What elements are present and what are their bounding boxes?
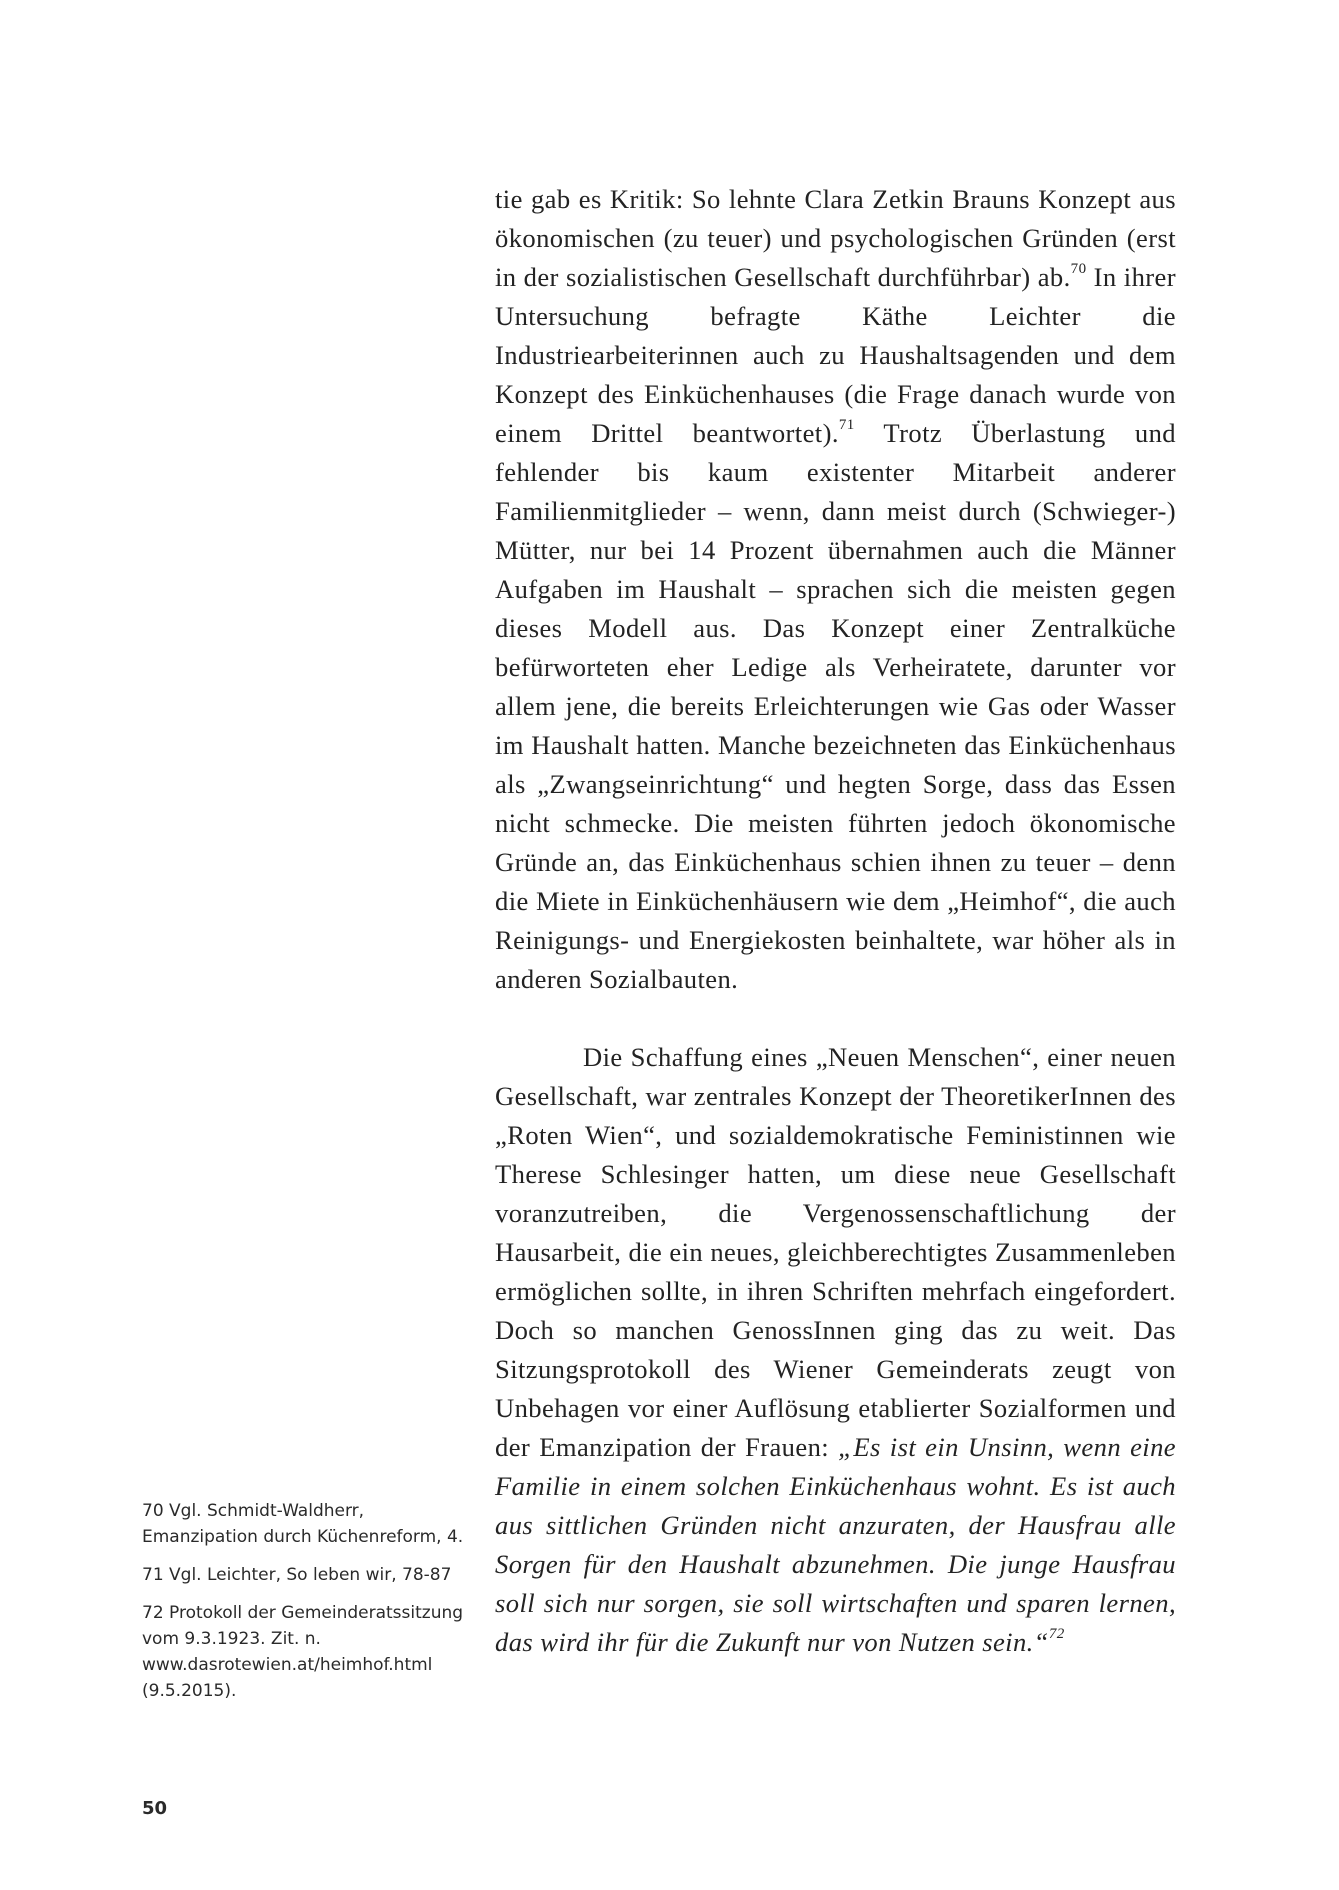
footnote-72: 72 Protokoll der Gemeinderatssitzung vom 9.3.1923. Zit. n. www.dasrotewien.at/heimhof.html (9.5.2015). [142, 1603, 464, 1701]
footnotes [142, 1498, 472, 1716]
body-paragraph-1 [495, 180, 1176, 999]
footnote-71: 71 Vgl. Leichter, So leben wir, 78-87 [142, 1565, 452, 1585]
footnote-70: 70 Vgl. Schmidt-Waldherr, Emanzipation durch Küchenreform, 4. [142, 1501, 464, 1547]
page-number: 50 [142, 1798, 168, 1819]
paragraph-2-text: Die Schaffung eines „Neuen Menschen“, einer neuen Gesellschaft, war zentrales Konzept der TheoretikerInnen des „Roten Wien“, und sozialdemokratische Feministinnen wie Therese Schlesinger hatten, um diese neue Gesellschaft voranzutreiben, die Vergenossenschaftlichung der Hausarbeit, die ein neues, gleichberechtigtes Zusammenleben ermöglichen sollte, in ihren Schriften mehrfach eingefordert. Doch so manchen GenossInnen ging das zu weit. Das Sitzungsprotokoll des Wiener Gemeinderats zeugt von Unbehagen vor einer Auflösung etablierter Sozialformen und der Emanzipation der Frauen: [495, 1042, 1176, 1462]
paragraph-1-text-a: tie gab es Kritik: So lehnte Clara Zetkin Brauns Konzept aus ökonomischen (zu teuer) und psychologischen Gründen (erst in der sozialistischen Gesellschaft durchführbar) ab. [495, 184, 1176, 292]
footnote-ref-71: 71 [838, 417, 855, 434]
main-text-column [495, 180, 1176, 1662]
paragraph-1-text-b: In ihrer Untersuchung befragte Käthe Leichter die Industriearbeiterinnen auch zu Haushaltsagenden und dem Konzept des Einküchenhauses (die Frage danach wurde von einem Drittel beantwortet). [495, 262, 1176, 448]
body-paragraph-2 [495, 1038, 1176, 1662]
footnote-ref-70: 70 [1070, 261, 1087, 278]
paragraph-1-text-c: Trotz Überlastung und fehlender bis kaum existenter Mitarbeit anderer Familienmitglieder – wenn, dann meist durch (Schwieger-) Mütter, nur bei 14 Prozent übernahmen auch die Männer Aufgaben im Haushalt – sprachen sich die meisten gegen dieses Modell aus. Das Konzept einer Zentralküche befürworteten eher Ledige als Verheiratete, darunter vor allem jene, die bereits Erleichterungen wie Gas oder Wasser im Haushalt hatten. Manche bezeichneten das Einküchenhaus als „Zwangseinrichtung“ und hegten Sorge, dass das Essen nicht schmecke. Die meisten führten jedoch ökonomische Gründe an, das Einküchenhaus schien ihnen zu teuer – denn die Miete in Einküchenhäusern wie dem „Heimhof“, die auch Reinigungs- und Energiekosten beinhaltete, war höher als in anderen Sozialbauten. [495, 418, 1176, 994]
council-quote: „Es ist ein Unsinn, wenn eine Familie in einem solchen Einküchenhaus wohnt. Es ist auch aus sittlichen Gründen nicht anzuraten, der Hausfrau alle Sorgen für den Haushalt abzunehmen. Die junge Hausfrau soll sich nur sorgen, sie soll wirtschaften und sparen lernen, das wird ihr für die Zukunft nur von Nutzen sein.“ [495, 1432, 1176, 1657]
footnote-ref-72: 72 [1048, 1626, 1065, 1643]
